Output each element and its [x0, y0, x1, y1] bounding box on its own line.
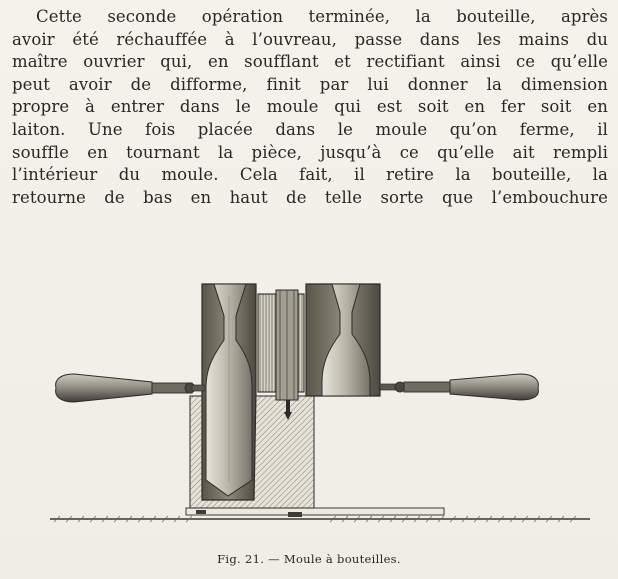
text-line-8: l’intérieur du moule. Cela fait, il retire la bouteille, la: [12, 165, 608, 185]
text-line-9: retourne de bas en haut de telle sorte que l’embouchure: [12, 187, 608, 207]
text-line-4: peut avoir de difforme, finit par lui donner la dimension: [12, 74, 608, 94]
left-handle: [56, 374, 204, 402]
ground-line: [50, 516, 590, 522]
left-mould-half: [202, 284, 256, 500]
text-line-3: maître ouvrier qui, en soufflant et rectifiant ainsi ce qu’elle: [12, 52, 608, 72]
text-line-2: avoir été réchauffée à l’ouvreau, passe dans les mains du: [12, 29, 608, 49]
right-handle: [380, 374, 538, 400]
right-mould-half: [306, 284, 380, 396]
bottle-mould-engraving: [40, 272, 600, 542]
text-line-6: laiton. Une fois placée dans le moule qu’on ferme, il: [12, 119, 608, 139]
text-line-7: souffle en tournant la pièce, jusqu’à ce qu’elle ait rempli: [12, 142, 608, 162]
text-line-1: Cette seconde opération terminée, la bouteille, après: [36, 7, 608, 26]
body-paragraph: [12, 6, 608, 209]
text-line-5: propre à entrer dans le moule qui est soit en fer soit en: [12, 97, 608, 117]
figure-caption: Fig. 21. — Moule à bouteilles.: [217, 552, 401, 566]
base-plate: [186, 508, 444, 517]
